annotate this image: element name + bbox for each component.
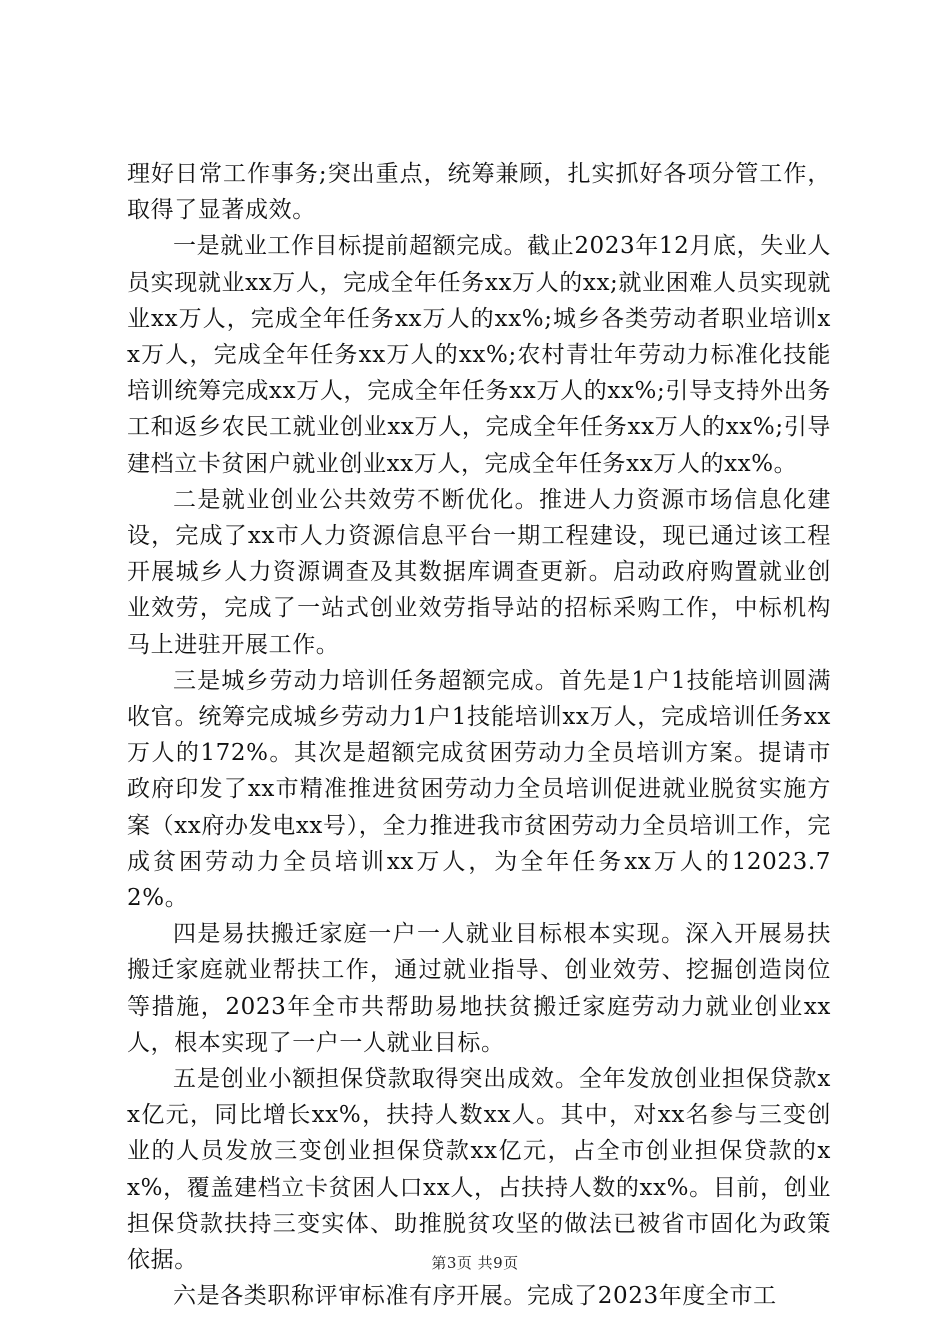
paragraph-guaranteed-loans: 五是创业小额担保贷款取得突出成效。全年发放创业担保贷款xx亿元，同比增长xx%，扶持人数xx人。其中，对xx名参与三变创业的人员发放三变创业担保贷款xx亿元，占全市创业担保贷款的xx%，覆盖建档立卡贫困人口xx人，占扶持人数的xx%。目前，创业担保贷款扶持三变实体、助推脱贫攻坚的做法已被省市固化为政策依据。 [127,1066,831,1274]
document-body [127,156,831,1315]
page-number-footer: 第3页 共9页 [431,1254,519,1272]
paragraph-continuation: 理好日常工作事务;突出重点，统筹兼顾，扎实抓好各项分管工作，取得了显著成效。 [127,161,831,224]
paragraph-public-service: 二是就业创业公共效劳不断优化。推进人力资源市场信息化建设，完成了xx市人力资源信息平台一期工程建设，现已通过该工程开展城乡人力资源调查及其数据库调查更新。启动政府购置就业创业效劳，完成了一站式创业效劳指导站的招标采购工作，中标机构马上进驻开展工作。 [127,486,831,658]
paragraph-employment-target: 一是就业工作目标提前超额完成。截止2023年12月底，失业人员实现就业xx万人，完成全年任务xx万人的xx;就业困难人员实现就业xx万人，完成全年任务xx万人的xx%;城乡各类劳动者职业培训xx万人，完成全年任务xx万人的xx%;农村青壮年劳动力标准化技能培训统筹完成xx万人，完成全年任务xx万人的xx%;引导支持外出务工和返乡农民工就业创业xx万人，完成全年任务xx万人的xx%;引导建档立卡贫困户就业创业xx万人，完成全年任务xx万人的xx%。 [127,233,831,477]
paragraph-labor-training: 三是城乡劳动力培训任务超额完成。首先是1户1技能培训圆满收官。统筹完成城乡劳动力1户1技能培训xx万人，完成培训任务xx万人的172%。其次是超额完成贫困劳动力全员培训方案。提请市政府印发了xx市精准推进贫困劳动力全员培训促进就业脱贫实施方案（xx府办发电xx号），全力推进我市贫困劳动力全员培训工作，完成贫困劳动力全员培训xx万人，为全年任务xx万人的12023.72%。 [127,667,831,912]
paragraph-relocation-employment: 四是易扶搬迁家庭一户一人就业目标根本实现。深入开展易扶搬迁家庭就业帮扶工作，通过就业指导、创业效劳、挖掘创造岗位等措施，2023年全市共帮助易地扶贫搬迁家庭劳动力就业创业xx人，根本实现了一户一人就业目标。 [127,921,831,1056]
paragraph-title-evaluation: 六是各类职称评审标准有序开展。完成了2023年度全市工 [173,1283,777,1310]
